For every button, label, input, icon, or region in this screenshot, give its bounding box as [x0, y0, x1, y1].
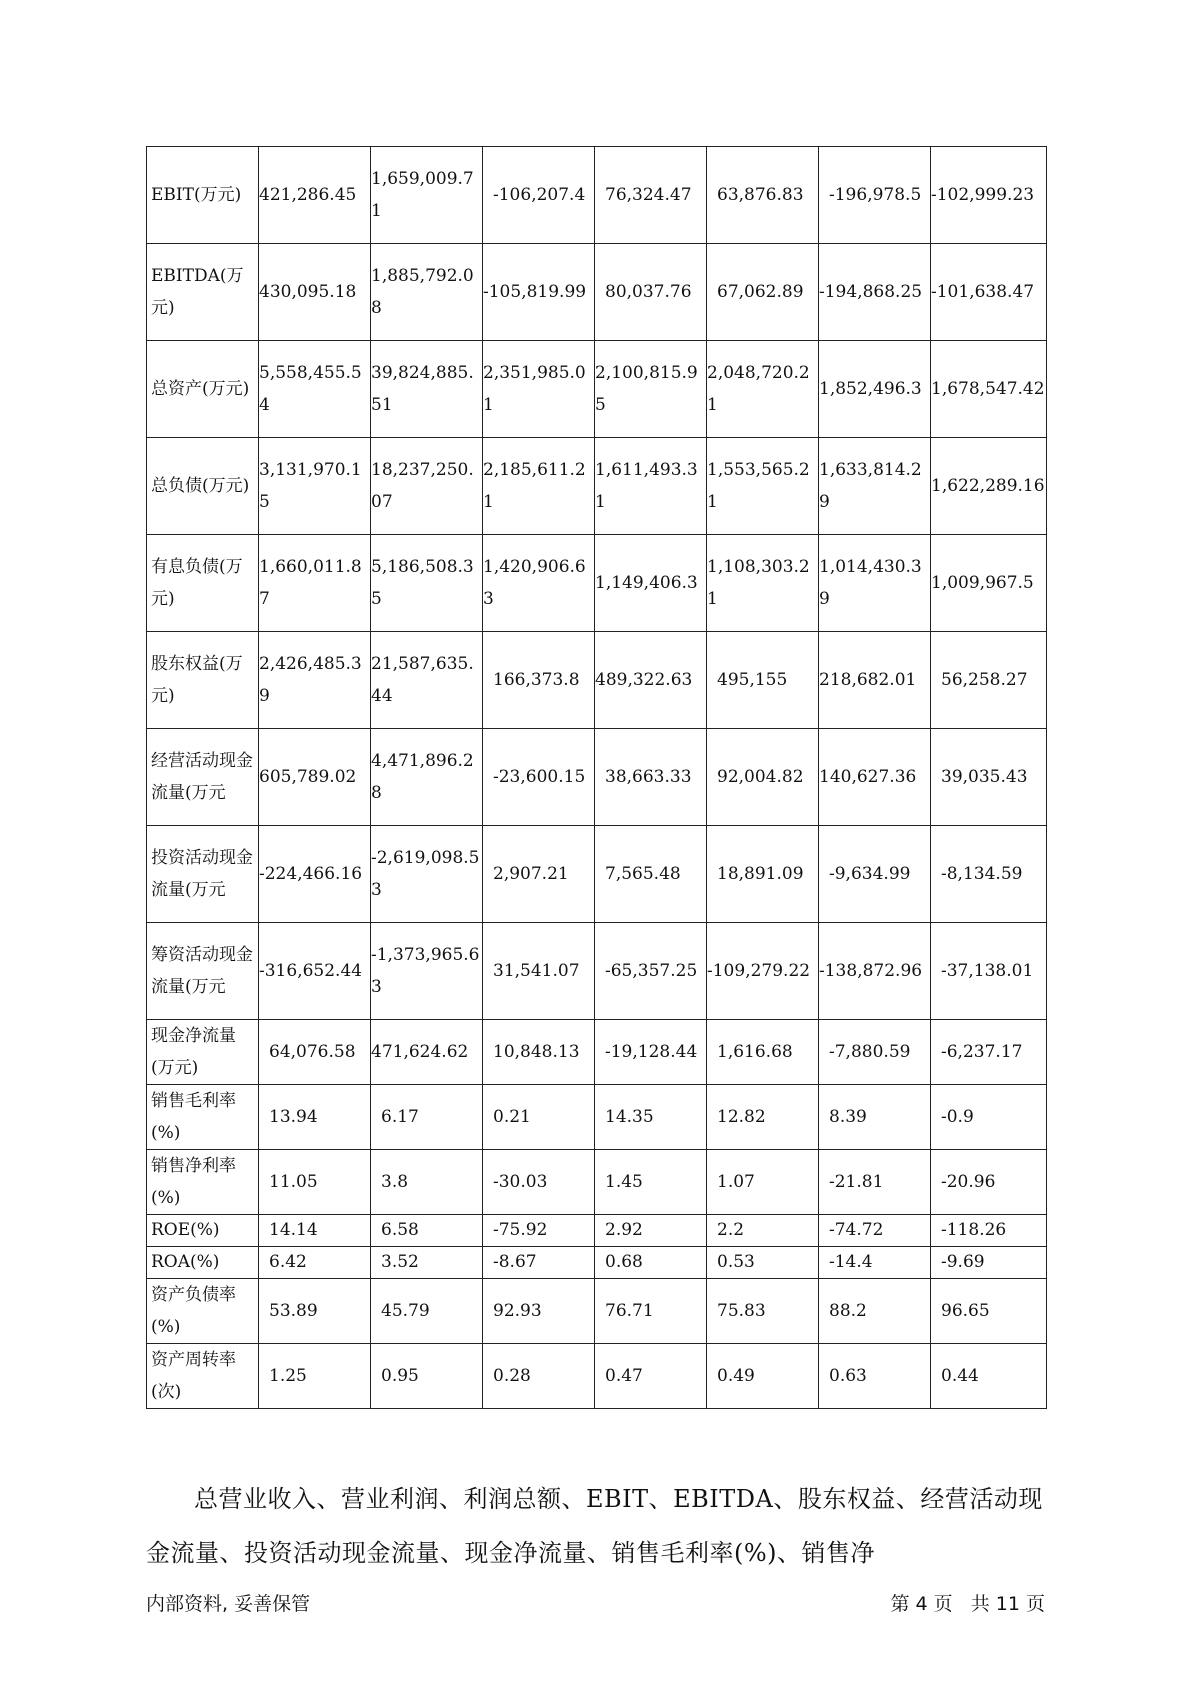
cell-value: 4,471,896.28: [371, 751, 474, 803]
cell-value: 0.95: [381, 1366, 419, 1386]
value-cell: [483, 341, 595, 438]
cell-value: 421,286.45: [259, 185, 357, 205]
value-cell: [707, 438, 819, 535]
cell-value: 1,885,792.08: [371, 266, 474, 318]
cell-value: 0.68: [605, 1252, 643, 1272]
cell-value: 75.83: [717, 1301, 766, 1321]
cell-value: 31,541.07: [493, 961, 580, 981]
cell-value: 430,095.18: [259, 282, 357, 302]
value-cell: [595, 729, 707, 826]
value-cell: [371, 341, 483, 438]
cell-value: -102,999.23: [931, 185, 1035, 205]
value-cell: [819, 826, 931, 923]
cell-value: 1,009,967.5: [931, 573, 1034, 593]
cell-value: 1,852,496.3: [819, 379, 922, 399]
row-label: 总负债(万元): [147, 438, 259, 535]
table-row: [147, 1279, 1047, 1344]
cell-value: 21,587,635.44: [371, 654, 474, 706]
value-cell: [483, 923, 595, 1020]
cell-value: -316,652.44: [259, 961, 363, 981]
value-cell: [931, 632, 1047, 729]
value-cell: [707, 1279, 819, 1344]
cell-value: -14.4: [829, 1252, 873, 1272]
value-cell: [259, 729, 371, 826]
cell-value: 1.25: [269, 1366, 307, 1386]
financial-indicators-table: [146, 146, 1047, 1409]
cell-value: 53.89: [269, 1301, 318, 1321]
value-cell: [819, 1150, 931, 1215]
cell-value: 8.39: [829, 1107, 867, 1127]
table-row: [147, 1085, 1047, 1150]
cell-value: -6,237.17: [941, 1042, 1023, 1062]
row-label: 筹资活动现金流量(万元: [147, 923, 259, 1020]
value-cell: [931, 923, 1047, 1020]
cell-value: 3.52: [381, 1252, 419, 1272]
cell-value: 80,037.76: [605, 282, 692, 302]
value-cell: [259, 535, 371, 632]
value-cell: [259, 341, 371, 438]
cell-value: 64,076.58: [269, 1042, 356, 1062]
cell-value: 1.07: [717, 1172, 755, 1192]
cell-value: -65,357.25: [605, 961, 698, 981]
value-cell: [707, 1085, 819, 1150]
cell-value: 39,824,885.51: [371, 363, 474, 415]
cell-value: 2,100,815.95: [595, 363, 698, 415]
row-label: 有息负债(万元): [147, 535, 259, 632]
value-cell: [259, 1344, 371, 1409]
cell-value: -37,138.01: [941, 961, 1034, 981]
value-cell: [259, 1150, 371, 1215]
value-cell: [371, 438, 483, 535]
cell-value: 92.93: [493, 1301, 542, 1321]
cell-value: -19,128.44: [605, 1042, 698, 1062]
cell-value: 2.2: [717, 1220, 745, 1240]
cell-value: 5,558,455.54: [259, 363, 362, 415]
value-cell: [931, 438, 1047, 535]
row-label: 资产负债率(%): [147, 1279, 259, 1344]
cell-value: 12.82: [717, 1107, 766, 1127]
value-cell: [819, 1344, 931, 1409]
row-label: 投资活动现金流量(万元: [147, 826, 259, 923]
row-label: 现金净流量(万元): [147, 1020, 259, 1085]
cell-value: 6.42: [269, 1252, 307, 1272]
cell-value: 6.17: [381, 1107, 419, 1127]
cell-value: -8.67: [493, 1252, 537, 1272]
value-cell: [483, 729, 595, 826]
value-cell: [371, 1215, 483, 1247]
value-cell: [371, 244, 483, 341]
cell-value: 2,426,485.39: [259, 654, 362, 706]
value-cell: [483, 438, 595, 535]
value-cell: [819, 1247, 931, 1279]
cell-value: -1,373,965.63: [371, 945, 480, 997]
value-cell: [819, 1279, 931, 1344]
cell-value: -196,978.5: [829, 185, 922, 205]
cell-value: 471,624.62: [371, 1042, 469, 1062]
value-cell: [259, 1279, 371, 1344]
value-cell: [595, 1150, 707, 1215]
value-cell: [371, 729, 483, 826]
value-cell: [259, 147, 371, 244]
value-cell: [371, 923, 483, 1020]
value-cell: [483, 1344, 595, 1409]
value-cell: [595, 147, 707, 244]
cell-value: -9.69: [941, 1252, 985, 1272]
value-cell: [707, 826, 819, 923]
value-cell: [707, 244, 819, 341]
cell-value: 140,627.36: [819, 767, 917, 787]
value-cell: [595, 1247, 707, 1279]
cell-value: 0.49: [717, 1366, 755, 1386]
cell-value: 67,062.89: [717, 282, 804, 302]
cell-value: 11.05: [269, 1172, 318, 1192]
cell-value: -194,868.25: [819, 282, 923, 302]
table-row: [147, 244, 1047, 341]
cell-value: 92,004.82: [717, 767, 804, 787]
cell-value: 45.79: [381, 1301, 430, 1321]
value-cell: [819, 923, 931, 1020]
table-row: [147, 826, 1047, 923]
value-cell: [371, 632, 483, 729]
cell-value: -8,134.59: [941, 864, 1023, 884]
cell-value: 1,660,011.87: [259, 557, 362, 609]
cell-value: 495,155: [717, 670, 788, 690]
value-cell: [371, 1279, 483, 1344]
cell-value: -20.96: [941, 1172, 996, 1192]
value-cell: [595, 826, 707, 923]
value-cell: [483, 1085, 595, 1150]
table-row: [147, 1020, 1047, 1085]
cell-value: 14.14: [269, 1220, 318, 1240]
value-cell: [371, 826, 483, 923]
value-cell: [259, 826, 371, 923]
value-cell: [483, 1247, 595, 1279]
row-label: 经营活动现金流量(万元: [147, 729, 259, 826]
cell-value: 3.8: [381, 1172, 409, 1192]
value-cell: [483, 1150, 595, 1215]
value-cell: [259, 1085, 371, 1150]
value-cell: [371, 1150, 483, 1215]
row-label: 销售毛利率(%): [147, 1085, 259, 1150]
value-cell: [595, 1020, 707, 1085]
cell-value: 2,907.21: [493, 864, 569, 884]
cell-value: -118.26: [941, 1220, 1007, 1240]
value-cell: [707, 729, 819, 826]
value-cell: [819, 632, 931, 729]
value-cell: [595, 1279, 707, 1344]
cell-value: 3,131,970.15: [259, 460, 362, 512]
cell-value: 1,108,303.21: [707, 557, 810, 609]
cell-value: 2.92: [605, 1220, 643, 1240]
value-cell: [371, 1344, 483, 1409]
value-cell: [819, 1020, 931, 1085]
value-cell: [931, 1020, 1047, 1085]
value-cell: [819, 535, 931, 632]
cell-value: -74.72: [829, 1220, 884, 1240]
value-cell: [707, 535, 819, 632]
cell-value: 0.28: [493, 1366, 531, 1386]
value-cell: [931, 729, 1047, 826]
value-cell: [483, 1215, 595, 1247]
value-cell: [707, 923, 819, 1020]
table-row: [147, 341, 1047, 438]
cell-value: 1,014,430.39: [819, 557, 922, 609]
value-cell: [259, 1215, 371, 1247]
value-cell: [595, 632, 707, 729]
value-cell: [707, 632, 819, 729]
footer-page-number: 第 4 页 共 11 页: [890, 1593, 1045, 1615]
cell-value: 18,237,250.07: [371, 460, 474, 512]
row-label: EBITDA(万元): [147, 244, 259, 341]
table-row: [147, 1150, 1047, 1215]
value-cell: [371, 1247, 483, 1279]
table-row: [147, 1344, 1047, 1409]
cell-value: 0.53: [717, 1252, 755, 1272]
cell-value: -106,207.4: [493, 185, 586, 205]
value-cell: [931, 1150, 1047, 1215]
body-paragraph: 总营业收入、营业利润、利润总额、EBIT、EBITDA、股东权益、经营活动现金流量、投资活动现金流量、现金净流量、销售毛利率(%)、销售净: [146, 1485, 1043, 1567]
value-cell: [483, 147, 595, 244]
cell-value: 2,048,720.21: [707, 363, 810, 415]
value-cell: [259, 1020, 371, 1085]
value-cell: [931, 1085, 1047, 1150]
value-cell: [819, 1085, 931, 1150]
cell-value: 605,789.02: [259, 767, 357, 787]
cell-value: 1,553,565.21: [707, 460, 810, 512]
value-cell: [931, 341, 1047, 438]
cell-value: -105,819.99: [483, 282, 587, 302]
cell-value: 0.44: [941, 1366, 979, 1386]
value-cell: [483, 244, 595, 341]
row-label: ROA(%): [147, 1247, 259, 1279]
table-row: [147, 1247, 1047, 1279]
value-cell: [819, 438, 931, 535]
footer-confidential-note: 内部资料, 妥善保管: [146, 1593, 311, 1615]
cell-value: -138,872.96: [819, 961, 923, 981]
value-cell: [707, 1247, 819, 1279]
value-cell: [931, 535, 1047, 632]
cell-value: -109,279.22: [707, 961, 811, 981]
value-cell: [371, 1085, 483, 1150]
value-cell: [595, 1215, 707, 1247]
cell-value: -30.03: [493, 1172, 548, 1192]
value-cell: [259, 244, 371, 341]
cell-value: 489,322.63: [595, 670, 693, 690]
cell-value: 63,876.83: [717, 185, 804, 205]
value-cell: [931, 1247, 1047, 1279]
cell-value: 39,035.43: [941, 767, 1028, 787]
cell-value: 0.47: [605, 1366, 643, 1386]
cell-value: -7,880.59: [829, 1042, 911, 1062]
value-cell: [259, 438, 371, 535]
value-cell: [819, 147, 931, 244]
value-cell: [595, 1344, 707, 1409]
value-cell: [707, 1215, 819, 1247]
value-cell: [931, 1215, 1047, 1247]
cell-value: 0.21: [493, 1107, 531, 1127]
value-cell: [931, 826, 1047, 923]
table-row: [147, 535, 1047, 632]
cell-value: 76,324.47: [605, 185, 692, 205]
cell-value: -2,619,098.53: [371, 848, 480, 900]
cell-value: 7,565.48: [605, 864, 681, 884]
value-cell: [483, 826, 595, 923]
value-cell: [259, 1247, 371, 1279]
value-cell: [259, 632, 371, 729]
value-cell: [259, 923, 371, 1020]
row-label: ROE(%): [147, 1215, 259, 1247]
value-cell: [371, 535, 483, 632]
cell-value: 0.63: [829, 1366, 867, 1386]
cell-value: -21.81: [829, 1172, 884, 1192]
row-label: 总资产(万元): [147, 341, 259, 438]
row-label: EBIT(万元): [147, 147, 259, 244]
value-cell: [707, 1150, 819, 1215]
value-cell: [707, 1020, 819, 1085]
value-cell: [595, 244, 707, 341]
value-cell: [931, 1344, 1047, 1409]
cell-value: 38,663.33: [605, 767, 692, 787]
cell-value: 5,186,508.35: [371, 557, 474, 609]
cell-value: -224,466.16: [259, 864, 363, 884]
value-cell: [595, 341, 707, 438]
value-cell: [595, 923, 707, 1020]
cell-value: 1,633,814.29: [819, 460, 922, 512]
cell-value: 56,258.27: [941, 670, 1028, 690]
cell-value: 1,420,906.63: [483, 557, 586, 609]
value-cell: [819, 729, 931, 826]
cell-value: 96.65: [941, 1301, 990, 1321]
cell-value: 218,682.01: [819, 670, 917, 690]
cell-value: 1,659,009.71: [371, 169, 474, 221]
table-row: [147, 729, 1047, 826]
cell-value: -0.9: [941, 1107, 974, 1127]
cell-value: 1.45: [605, 1172, 643, 1192]
row-label: 资产周转率(次): [147, 1344, 259, 1409]
cell-value: 14.35: [605, 1107, 654, 1127]
cell-value: 13.94: [269, 1107, 318, 1127]
value-cell: [483, 1279, 595, 1344]
cell-value: 6.58: [381, 1220, 419, 1240]
value-cell: [931, 1279, 1047, 1344]
value-cell: [595, 535, 707, 632]
cell-value: -9,634.99: [829, 864, 911, 884]
table-row: [147, 632, 1047, 729]
value-cell: [931, 147, 1047, 244]
value-cell: [371, 147, 483, 244]
cell-value: 166,373.8: [493, 670, 580, 690]
table-body: [147, 147, 1047, 1409]
value-cell: [483, 1020, 595, 1085]
cell-value: -23,600.15: [493, 767, 586, 787]
cell-value: 2,351,985.01: [483, 363, 586, 415]
cell-value: 1,616.68: [717, 1042, 793, 1062]
value-cell: [595, 438, 707, 535]
cell-value: 76.71: [605, 1301, 654, 1321]
value-cell: [707, 1344, 819, 1409]
table-row: [147, 147, 1047, 244]
cell-value: -75.92: [493, 1220, 548, 1240]
cell-value: -101,638.47: [931, 282, 1035, 302]
value-cell: [819, 341, 931, 438]
row-label: 股东权益(万元): [147, 632, 259, 729]
cell-value: 1,611,493.31: [595, 460, 698, 512]
cell-value: 2,185,611.21: [483, 460, 586, 512]
value-cell: [371, 1020, 483, 1085]
table-row: [147, 923, 1047, 1020]
value-cell: [707, 147, 819, 244]
value-cell: [819, 1215, 931, 1247]
value-cell: [819, 244, 931, 341]
cell-value: 1,622,289.16: [931, 476, 1045, 496]
cell-value: 10,848.13: [493, 1042, 580, 1062]
value-cell: [931, 244, 1047, 341]
value-cell: [483, 632, 595, 729]
cell-value: 88.2: [829, 1301, 867, 1321]
cell-value: 1,678,547.42: [931, 379, 1045, 399]
table-row: [147, 438, 1047, 535]
row-label: 销售净利率(%): [147, 1150, 259, 1215]
value-cell: [707, 341, 819, 438]
cell-value: 1,149,406.3: [595, 573, 698, 593]
table-row: [147, 1215, 1047, 1247]
value-cell: [483, 535, 595, 632]
cell-value: 18,891.09: [717, 864, 804, 884]
value-cell: [595, 1085, 707, 1150]
